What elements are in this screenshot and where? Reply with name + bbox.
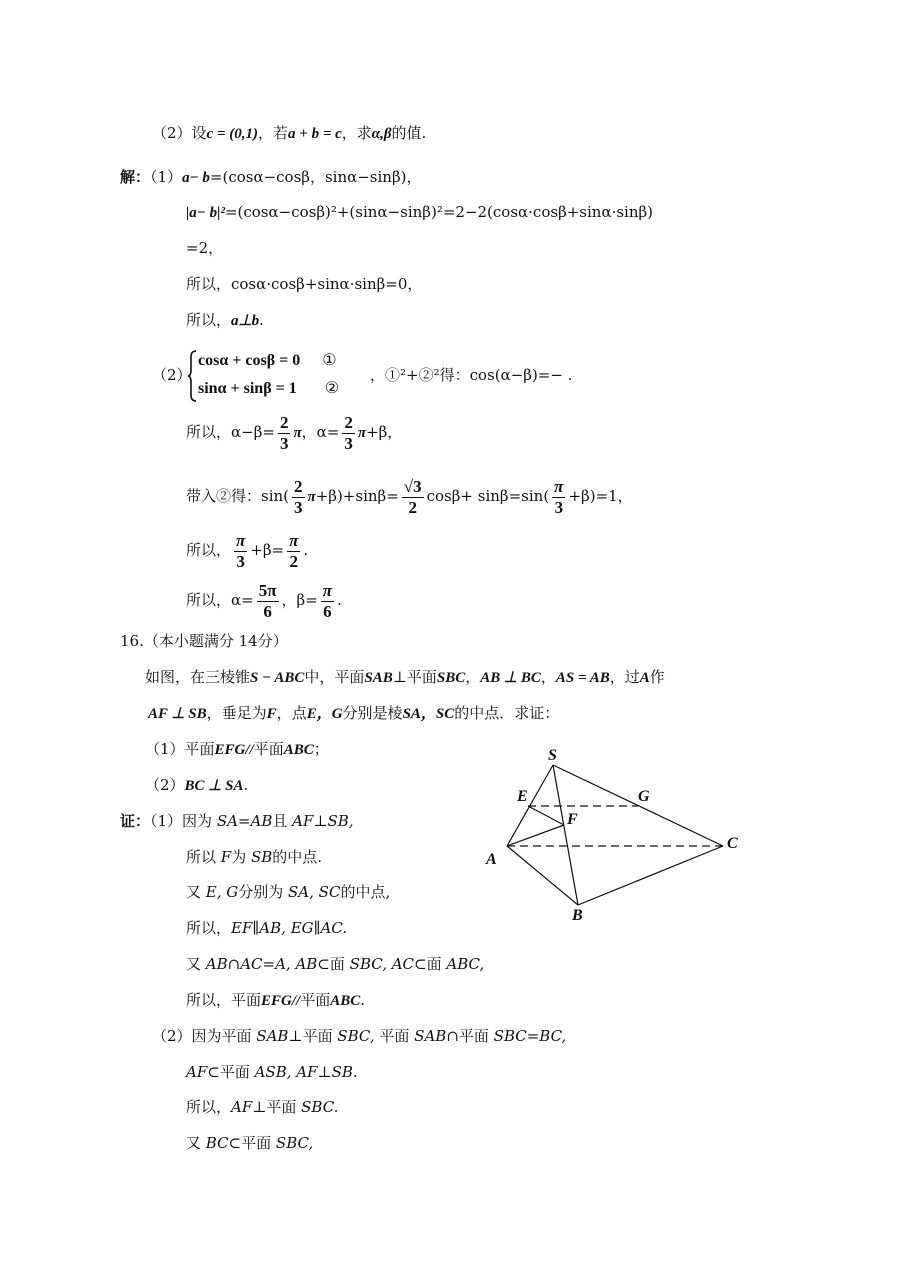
fraction: $\frac{2}{3}$ [279,412,289,453]
proof-line-3: 又 E, G分别为 SA, SC的中点, [186,883,391,901]
result-line-4: 所以，α= $\frac{5\pi}{6}$ ，β= $\frac{\pi}{6}$ . [186,580,342,621]
proof-line-4: 所以，EF∥AB, EG∥AC. [186,919,348,937]
solution-label: 解： [120,168,151,186]
fraction: $\frac{2}{3}$ [344,412,353,453]
solution-line-4: 所以，cosα·cosβ+sinα·sinβ=0， [186,275,423,293]
label-C: C [727,835,738,852]
segment-AF [507,825,564,846]
proof-line-1: 证：（1）因为 SA=AB且 AF⊥SB, [120,812,354,830]
proof-line-2: 所以 F为 SB的中点. [186,848,323,866]
proof-line-8: AF⊂平面 ASB, AF⊥SB. [186,1063,358,1081]
label-F: F [567,811,578,828]
result-line-1: 所以，α−β= $\frac{2}{3}$ π，α= $\frac{2}{3}$ π+β， [186,412,403,453]
fraction: $\frac{\pi}{6}$ [322,580,333,621]
solution-line-2: |a− b|²=(cosα−cosβ)²+(sinα−sinβ)²=2−2(cosα·cosβ+sinα·sinβ) [186,203,654,221]
pyramid-figure [480,740,750,930]
fraction: $\frac{\pi}{3}$ [554,476,564,517]
system-label: （2） [152,366,192,384]
fraction: $\frac{\pi}{2}$ [289,530,299,571]
edge-BC [578,846,723,905]
solution-line-3: =2， [186,239,224,257]
proof-line-10: 又 BC⊂平面 SBC, [186,1134,314,1152]
edge-SB [553,765,578,905]
fraction: $\frac{√3}{2}$ [403,476,422,517]
label-B: B [572,907,583,924]
q16-claim-2: （2）BC ⊥ SA. [145,776,249,794]
proof-line-5: 又 AB∩AC=A, AB⊂面 SBC, AC⊂面 ABC, [186,955,485,973]
label-A: A [486,851,497,868]
label-G: G [638,788,650,805]
segment-EF [528,806,564,825]
solution-line-5: 所以，a⊥b. [186,311,264,329]
q16-header: 16.（本小题满分 14分） [120,632,288,650]
proof-line-7: （2）因为平面 SAB⊥平面 SBC, 平面 SAB∩平面 SBC=BC, [152,1027,567,1045]
proof-line-9: 所以，AF⊥平面 SBC. [186,1098,339,1116]
result-line-2: 带入②得：sin( $\frac{2}{3}$ π+β)+sinβ= $\frac{√3}{2}$ cosβ+ sinβ=sin( $\frac{\pi}{3}$ +β)=1， [186,476,633,517]
q16-statement-1: 如图，在三棱锥S − ABC中，平面SAB⊥平面SBC，AB ⊥ BC，AS = AB，过A作 [145,668,665,686]
part2-question: （2）设c = (0,1)，若a + b = c，求α,β的值. [152,124,427,142]
fraction: $\frac{2}{3}$ [294,476,303,517]
solution-line-1: 解：（1）a− b=(cosα−cosβ，sinα−sinβ)， [120,168,422,186]
label-S: S [548,747,557,764]
label-E: E [517,788,528,805]
proof-label: 证： [120,812,151,830]
system-eq-1: cosα + cosβ = 0 ① [198,352,337,369]
result-line-3: 所以， $\frac{\pi}{3}$ +β= $\frac{\pi}{2}$ . [186,530,309,571]
proof-line-6: 所以，平面EFG//平面ABC. [186,991,366,1009]
system-eq-2: sinα + sinβ = 1 ② [198,380,340,397]
brace-icon [187,350,197,402]
system-rest: ，①²+②²得：cos(α−β)=− . [370,366,573,384]
fraction: $\frac{\pi}{3}$ [236,530,246,571]
q16-claim-1: （1）平面EFG//平面ABC； [145,740,329,758]
fraction: $\frac{5\pi}{6}$ [258,580,277,621]
q16-statement-2: AF ⊥ SB，垂足为F，点E，G分别是棱SA，SC的中点．求证： [148,704,560,722]
edge-AB [507,846,578,905]
